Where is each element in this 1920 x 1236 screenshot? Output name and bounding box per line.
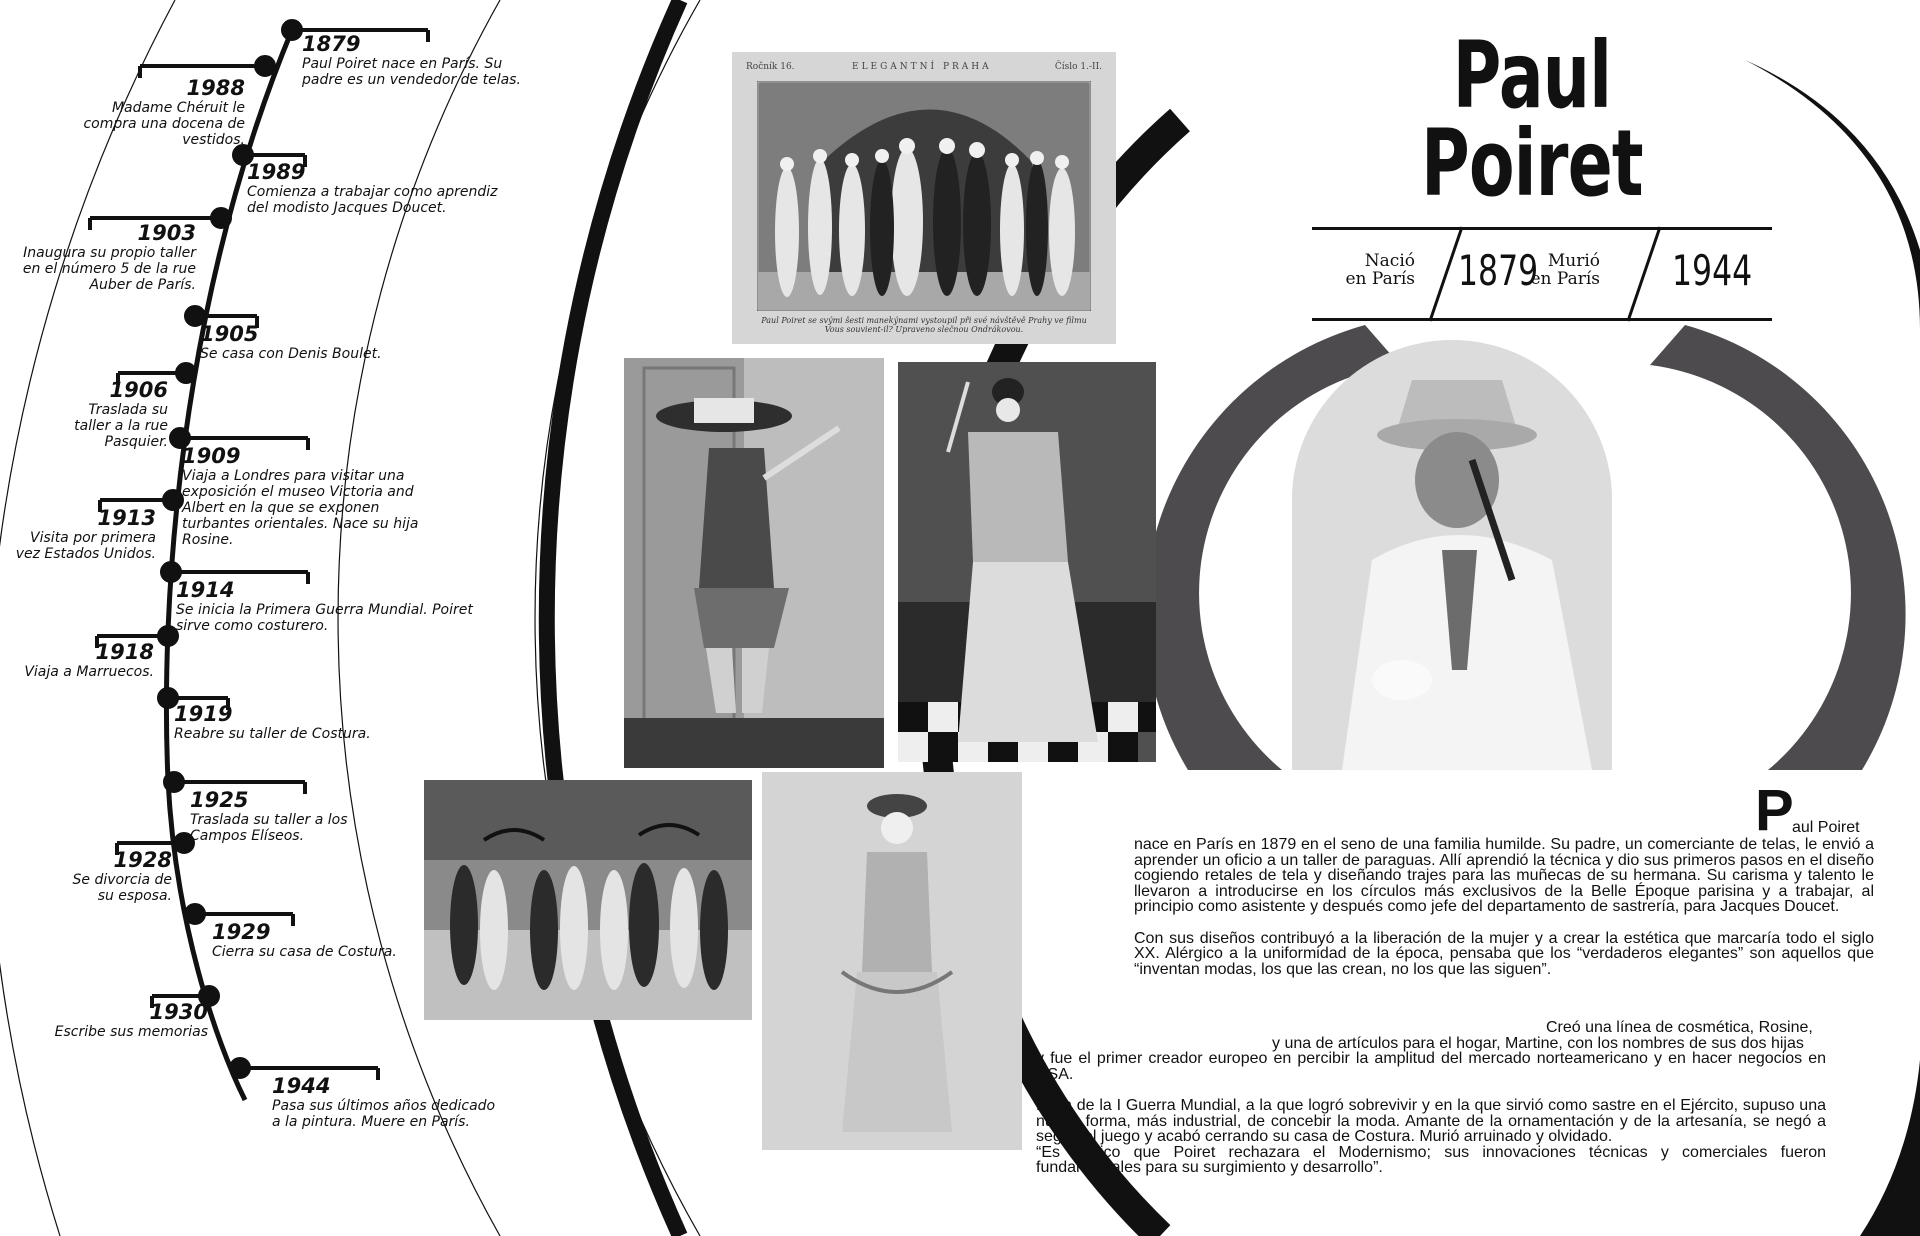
bio-p3b: y una de artículos para el hogar, Martine, con los nombres de sus dos hijas (1272, 1034, 1804, 1052)
event-text: Traslada su taller a la rue Pasquier. (74, 402, 168, 450)
event-year: 1929 (212, 920, 271, 944)
death-year: 1944 (1672, 246, 1753, 295)
crescent-right (1745, 60, 1920, 330)
event-text: Viaja a Londres para visitar una exposición el museo Victoria and Albert en la que se exponen turbantes orientales. Nace su hija Rosine. (182, 468, 419, 548)
death-label-line1: Murió (1547, 251, 1600, 271)
event-year: 1903 (137, 221, 196, 245)
birth-label-line2: en París (1345, 269, 1415, 289)
event-year: 1944 (272, 1074, 331, 1098)
photo-poiret-with-models (732, 52, 1116, 344)
timeline-event-1903 (4, 221, 196, 293)
birth-label-line1: Nació (1364, 251, 1415, 271)
bio-first-words: aul Poiret (1792, 819, 1860, 836)
drop-cap: P (1755, 778, 1794, 843)
halo-right (1650, 325, 1906, 770)
bio-p2: Con sus diseños contribuyó a la liberación de la mujer y a crear la estética que marcaría todo el siglo XX. Alérgico a la uniformidad de la época, pensaba que los “verdaderos elegantes” son aquellos que “inventan modas, los que las crean, no los que las siguen”. (1134, 929, 1874, 978)
event-year: 1879 (302, 32, 361, 56)
event-text: Se inicia la Primera Guerra Mundial. Poiret sirve como costurero. (176, 602, 473, 634)
event-year: 1925 (190, 788, 249, 812)
event-year: 1930 (149, 1000, 208, 1024)
timeline-event-1989 (247, 160, 507, 216)
timeline-event-1944 (272, 1074, 502, 1130)
timeline-event-1929 (212, 920, 412, 960)
event-text: Visita por primera vez Estados Unidos. (15, 530, 156, 562)
event-text: Inaugura su propio taller en el número 5 de la rue Auber de París. (22, 245, 196, 293)
photo-model-draped-dress (762, 772, 1022, 1150)
page-title (1374, 22, 1691, 217)
crescent-right-bottom (1860, 1060, 1920, 1236)
event-year: 1906 (109, 378, 168, 402)
event-year: 1909 (182, 444, 241, 468)
bio-p3c: y fue el primer creador europeo en percibir la amplitud del mercado norteamericano y en hacer negocios en USA. (1036, 1050, 1826, 1083)
title-line-1: Paul (1452, 22, 1612, 129)
bio-p5: “Es irónico que Poiret rechazara el Modernismo; sus innovaciones técnicas y comerciales fueron fundamentales para su surgimiento y desarrollo”. (1036, 1143, 1826, 1176)
timeline-event-1906 (50, 378, 168, 450)
event-text: Cierra su casa de Costura. (212, 944, 397, 960)
magazine-header-left: Ročník 16. (746, 62, 795, 72)
event-text: Traslada su taller a los Campos Elíseos. (190, 812, 348, 844)
bio-p3a: Creó una línea de cosmética, Rosine, (1546, 1019, 1813, 1036)
death-label (1530, 252, 1600, 288)
event-year: 1919 (174, 702, 233, 726)
timeline-event-1919 (174, 702, 394, 742)
event-year: 1913 (97, 506, 156, 530)
timeline-event-1925 (190, 788, 350, 844)
event-text: Se divorcia de su esposa. (72, 872, 172, 904)
event-text: Madame Chéruit le compra una docena de vestidos. (83, 100, 245, 148)
bio-paragraph-3 (1036, 1020, 1826, 1192)
event-year: 1905 (200, 322, 259, 346)
birth-year: 1879 (1458, 246, 1539, 295)
magazine-header-right: Číslo 1.-II. (1054, 62, 1102, 72)
magazine-caption: Paul Poiret se svými šesti manekýnami vystoupil při své návštěvě Prahy ve filmu Vous souvient-il? Upraveno slečnou Ondrákovou. (761, 316, 1087, 334)
timeline-event-1913 (14, 506, 156, 562)
timeline-event-1918 (20, 640, 154, 680)
title-line-2: Poiret (1421, 110, 1643, 217)
event-text: Pasa sus últimos años dedicado a la pintura. Muere en París. (272, 1098, 496, 1130)
event-text: Reabre su taller de Costura. (174, 726, 371, 742)
event-text: Comienza a trabajar como aprendiz del modisto Jacques Doucet. (247, 184, 498, 216)
death-label-line2: en París (1530, 269, 1600, 289)
timeline-event-1909 (182, 444, 442, 548)
timeline-event-1905 (200, 322, 400, 362)
event-year: 1989 (247, 160, 306, 184)
event-year: 1914 (176, 578, 235, 602)
event-text: Se casa con Denis Boulet. (200, 346, 382, 362)
birth-label (1320, 252, 1415, 288)
event-year: 1988 (186, 76, 245, 100)
timeline-event-1928 (60, 848, 172, 904)
timeline-event-1930 (40, 1000, 208, 1040)
portrait-paul-poiret (1292, 340, 1612, 770)
bio-paragraph-1 (1134, 837, 1874, 993)
event-year: 1928 (113, 848, 172, 872)
event-year: 1918 (95, 640, 154, 664)
photo-model-wide-hat (624, 358, 884, 768)
bio-p1: nace en París en 1879 en el seno de una familia humilde. Su padre, un comerciante de telas, le envió a aprender un oficio a un taller de paraguas. Allí aprendió la técnica y dio sus primeros pasos en el diseño cogiendo retales de tela y diseñando trajes para las muñecas de su hermana. Su carisma y talento le llevaron a introducirse en los círculos más exclusivos de la Belle Époque parisina y a trabajar, al principio como asistente y después como jefe del departamento de sastrería, para Jacques Doucet. (1134, 836, 1874, 915)
bio-p4: El fin de la I Guerra Mundial, a la que logró sobrevivir y en la que sirvió como sastre en el Ejército, supuso una nueva forma, más industrial, de concebir la moda. Amante de la ornamentación y de la artesanía, se negó a seguir el juego y acabó cerrando su casa de Costura. Murió arruinado y olvidado. (1036, 1097, 1826, 1145)
timeline-event-1988 (40, 76, 245, 148)
event-text: Paul Poiret nace en París. Su padre es un vendedor de telas. (302, 56, 521, 88)
photo-models-parasols (424, 780, 752, 1020)
timeline-event-1879 (302, 32, 542, 88)
photo-model-turban (898, 362, 1156, 762)
event-text: Viaja a Marruecos. (24, 664, 154, 680)
thin-arc-3 (0, 0, 175, 1236)
timeline-event-1914 (176, 578, 476, 634)
magazine-header-center: ELEGANTNÍ PRAHA (852, 62, 992, 72)
event-text: Escribe sus memorias (54, 1024, 208, 1040)
